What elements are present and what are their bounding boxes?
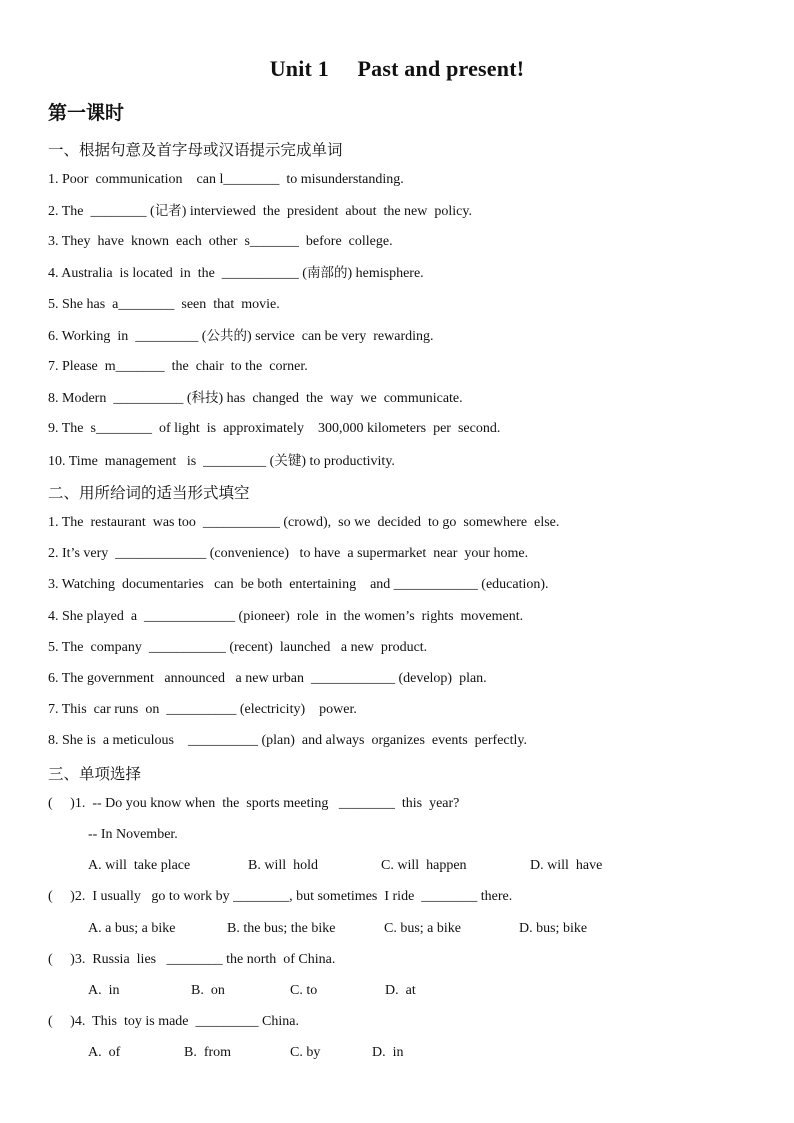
section2-heading: 二、用所给词的适当形式填空 (48, 484, 250, 502)
s2-item-2: 2. It’s very _____________ (convenience) to have a supermarket near your home. (48, 546, 529, 561)
q1-option-d: D. will have (530, 858, 603, 873)
s2-item-6: 6. The government announced a new urban ____________ (develop) plan. (48, 671, 487, 686)
q4-option-c: C. by (290, 1045, 321, 1060)
q2-option-d: D. bus; bike (519, 921, 588, 936)
q2-stem: ( )2. I usually go to work by ________, but sometimes I ride ________ there. (48, 889, 513, 904)
q3-option-b: B. on (191, 983, 225, 998)
section1-heading: 一、根据句意及首字母或汉语提示完成单词 (48, 141, 343, 159)
q1-option-b: B. will hold (248, 858, 319, 873)
q3-option-a: A. in (88, 983, 120, 998)
q3-stem: ( )3. Russia lies ________ the north of China. (48, 952, 336, 967)
s1-item-6: 6. Working in _________ (公共的) service can be very rewarding. (48, 328, 434, 344)
q3-option-c: C. to (290, 983, 318, 998)
q3-option-d: D. at (385, 983, 416, 998)
unit-number: Unit 1 (269, 56, 329, 81)
s1-item-8: 8. Modern __________ (科技) has changed the way we communicate. (48, 390, 463, 406)
s1-item-5: 5. She has a________ seen that movie. (48, 297, 280, 312)
q1-stem: ( )1. -- Do you know when the sports meeting ________ this year? (48, 796, 460, 811)
s1-item-9: 9. The s________ of light is approximately 300,000 kilometers per second. (48, 421, 501, 436)
s1-item-4: 4. Australia is located in the ___________ (南部的) hemisphere. (48, 265, 424, 281)
lesson-label: 第一课时 (48, 102, 125, 124)
s2-item-1: 1. The restaurant was too ___________ (crowd), so we decided to go somewhere else. (48, 515, 560, 530)
page-title (0, 56, 794, 82)
q4-option-d: D. in (372, 1045, 404, 1060)
q2-option-c: C. bus; a bike (384, 921, 461, 936)
unit-name: Past and present! (357, 56, 525, 81)
q4-option-b: B. from (184, 1045, 232, 1060)
section3-heading: 三、单项选择 (48, 765, 142, 783)
s1-item-10: 10. Time management is _________ (关键) to productivity. (48, 453, 395, 469)
q1-option-c: C. will happen (381, 858, 467, 873)
q1-option-a: A. will take place (88, 858, 191, 873)
s1-item-3: 3. They have known each other s_______ before college. (48, 234, 393, 249)
s1-item-1: 1. Poor communication can l________ to misunderstanding. (48, 172, 404, 187)
s2-item-7: 7. This car runs on __________ (electricity) power. (48, 702, 357, 717)
q2-option-a: A. a bus; a bike (88, 921, 176, 936)
s2-item-8: 8. She is a meticulous __________ (plan) and always organizes events perfectly. (48, 733, 527, 748)
q2-option-b: B. the bus; the bike (227, 921, 336, 936)
s2-item-4: 4. She played a _____________ (pioneer) role in the women’s rights movement. (48, 609, 524, 624)
s1-item-2: 2. The ________ (记者) interviewed the president about the new policy. (48, 203, 472, 219)
q1-answer-line: -- In November. (88, 827, 178, 842)
s1-item-7: 7. Please m_______ the chair to the corner. (48, 359, 308, 374)
s2-item-5: 5. The company ___________ (recent) launched a new product. (48, 640, 428, 655)
s2-item-3: 3. Watching documentaries can be both entertaining and ____________ (education). (48, 577, 549, 592)
q4-stem: ( )4. This toy is made _________ China. (48, 1014, 299, 1029)
q4-option-a: A. of (88, 1045, 121, 1060)
